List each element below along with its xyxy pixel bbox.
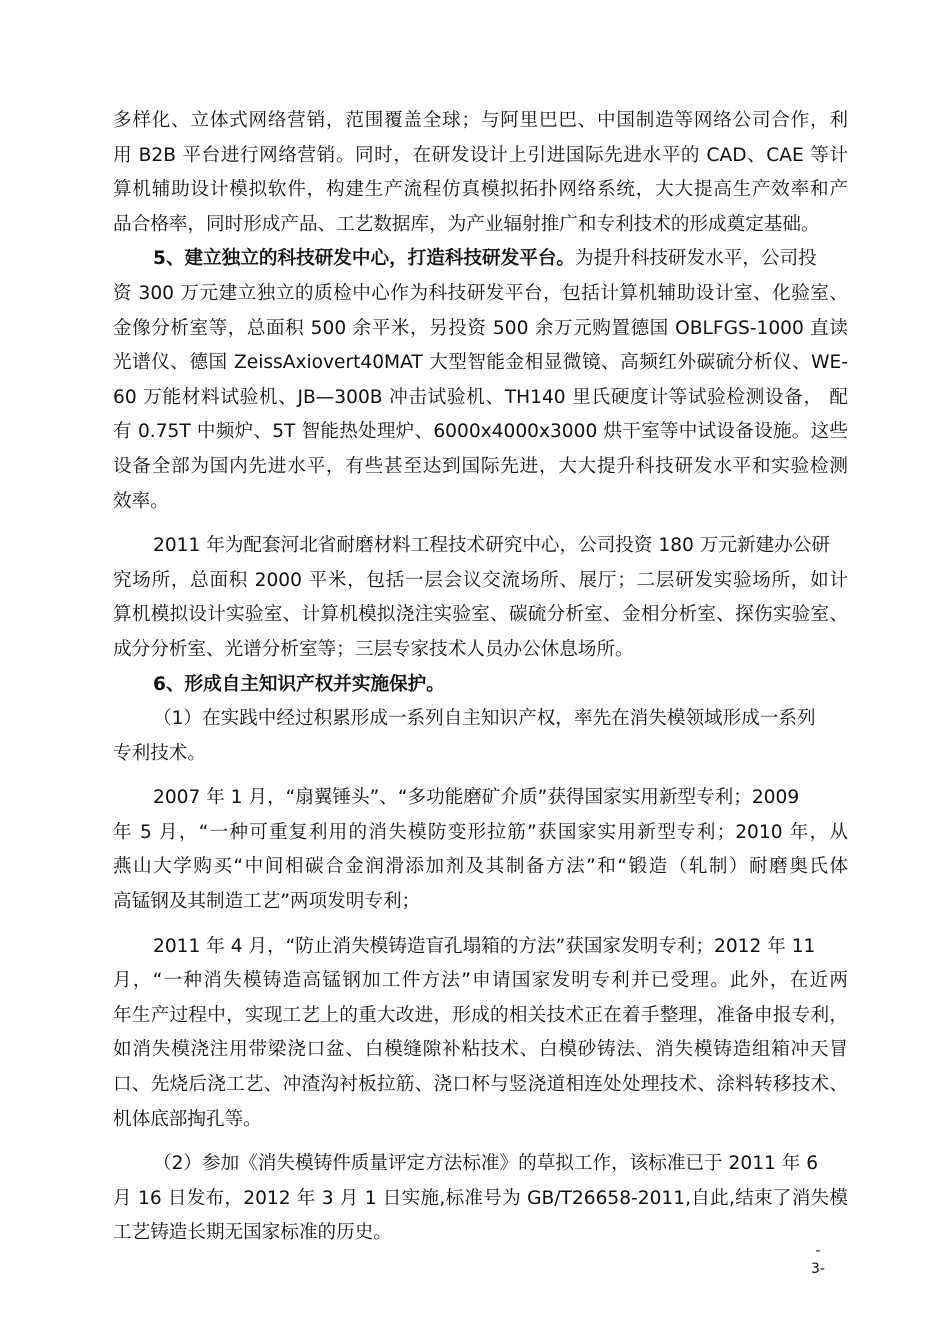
text-line: 专利技术。 xyxy=(113,742,206,764)
text-line: 月，“一种消失模铸造高锰钢加工件方法”申请国家发明专利并已受理。此外，在近两 xyxy=(113,970,848,992)
text-line: 年生产过程中，实现工艺上的重大改进，形成的相关技术正在着手整理，准备申报专利， xyxy=(113,1004,848,1026)
text-line: 机体底部掏孔等。 xyxy=(113,1108,262,1130)
text-line: 燕山大学购买“中间相碳合金润滑添加剂及其制备方法”和“锻造（轧制）耐磨奥氏体 xyxy=(113,856,848,878)
text-line: 工艺铸造长期无国家标准的历史。 xyxy=(113,1222,392,1244)
page-number: - 3- xyxy=(811,1243,825,1277)
paragraph xyxy=(113,668,848,703)
paragraph xyxy=(113,1147,848,1251)
document-body xyxy=(113,104,848,1251)
text-line: 资 300 万元建立独立的质检中心作为科技研发平台，包括计算机辅助设计室、化验室、 xyxy=(113,282,848,304)
text-line: 年 5 月，“一种可重复利用的消失模防变形拉筋”获国家实用新型专利；2010 年，从 xyxy=(113,821,848,843)
text-line: 光谱仪、德国 ZeissAxiovert40MAT 大型智能金相显微镜、高频红外碳硫分析仪、WE- xyxy=(113,352,848,374)
text-run: 为提升科技研发水平，公司投 xyxy=(575,248,817,270)
text-line: 多样化、立体式网络营销，范围覆盖全球；与阿里巴巴、中国制造等网络公司合作，利 xyxy=(113,110,848,131)
text-line: 月 16 日发布，2012 年 3 月 1 日实施,标准号为 GB/T26658-2011,自此,结束了消失模 xyxy=(113,1187,848,1209)
section-heading: 5、建立独立的科技研发中心，打造科技研发平台。 xyxy=(153,248,576,270)
text-line: 效率。 xyxy=(113,490,169,512)
text-line: 2007 年 1 月，“扇翼锤头”、“多功能磨矿介质”获得国家实用新型专利；2009 xyxy=(153,787,800,809)
text-line: 品合格率，同时形成产品、工艺数据库，为产业辐射推广和专利技术的形成奠定基础。 xyxy=(113,213,820,235)
paragraph xyxy=(113,529,848,667)
text-line: 口、先烧后浇工艺、冲渣沟衬板拉筋、浇口杯与竖浇道相连处处理技术、涂料转移技术、 xyxy=(113,1074,848,1096)
section-heading: 6、形成自主知识产权并实施保护。 xyxy=(153,673,445,695)
text-line: 设备全部为国内先进水平，有些甚至达到国际先进，大大提升科技研发水平和实验检测 xyxy=(113,455,848,477)
text-line xyxy=(113,242,848,277)
text-line: （1）在实践中经过积累形成一系列自主知识产权，率先在消失模领域形成一系列 xyxy=(153,708,816,730)
paragraph xyxy=(113,242,848,519)
text-line: （2）参加《消失模铸件质量评定方法标准》的草拟工作，该标准已于 2011 年 6 xyxy=(153,1153,819,1175)
paragraph xyxy=(113,702,848,771)
paragraph xyxy=(113,781,848,919)
text-line: 算机辅助设计模拟软件，构建生产流程仿真模拟拓扑网络系统，大大提高生产效率和产 xyxy=(113,179,848,201)
text-line: 究场所，总面积 2000 平米，包括一层会议交流场所、展厅；二层研发实验场所，如计 xyxy=(113,569,848,591)
text-line: 60 万能材料试验机、JB—300B 冲击试验机、TH140 里氏硬度计等试验检测设备， 配 xyxy=(113,386,848,408)
text-line: 用 B2B 平台进行网络营销。同时，在研发设计上引进国际先进水平的 CAD、CAE 等计 xyxy=(113,144,848,166)
text-line: 如消失模浇注用带梁浇口盆、白模缝隙补粘技术、白模砂铸法、消失模铸造组箱冲天冒 xyxy=(113,1039,848,1061)
paragraph xyxy=(113,930,848,1138)
text-line: 金像分析室等，总面积 500 余平米，另投资 500 余万元购置德国 OBLFGS-1000 直读 xyxy=(113,317,848,339)
text-line: 2011 年 4 月，“防止消失模铸造盲孔塌箱的方法”获国家发明专利；2012 年 11 xyxy=(153,935,816,957)
text-line: 2011 年为配套河北省耐磨材料工程技术研究中心，公司投资 180 万元新建办公研 xyxy=(153,535,830,557)
text-line: 成分分析室、光谱分析室等；三层专家技术人员办公休息场所。 xyxy=(113,638,634,660)
paragraph xyxy=(113,104,848,242)
text-line: 算机模拟设计实验室、计算机模拟浇注实验室、碳硫分析室、金相分析室、探伤实验室、 xyxy=(113,604,848,626)
text-line: 有 0.75T 中频炉、5T 智能热处理炉、6000x4000x3000 烘干室等中试设备设施。这些 xyxy=(113,421,848,443)
text-line: 高锰钢及其制造工艺”两项发明专利； xyxy=(113,891,421,913)
